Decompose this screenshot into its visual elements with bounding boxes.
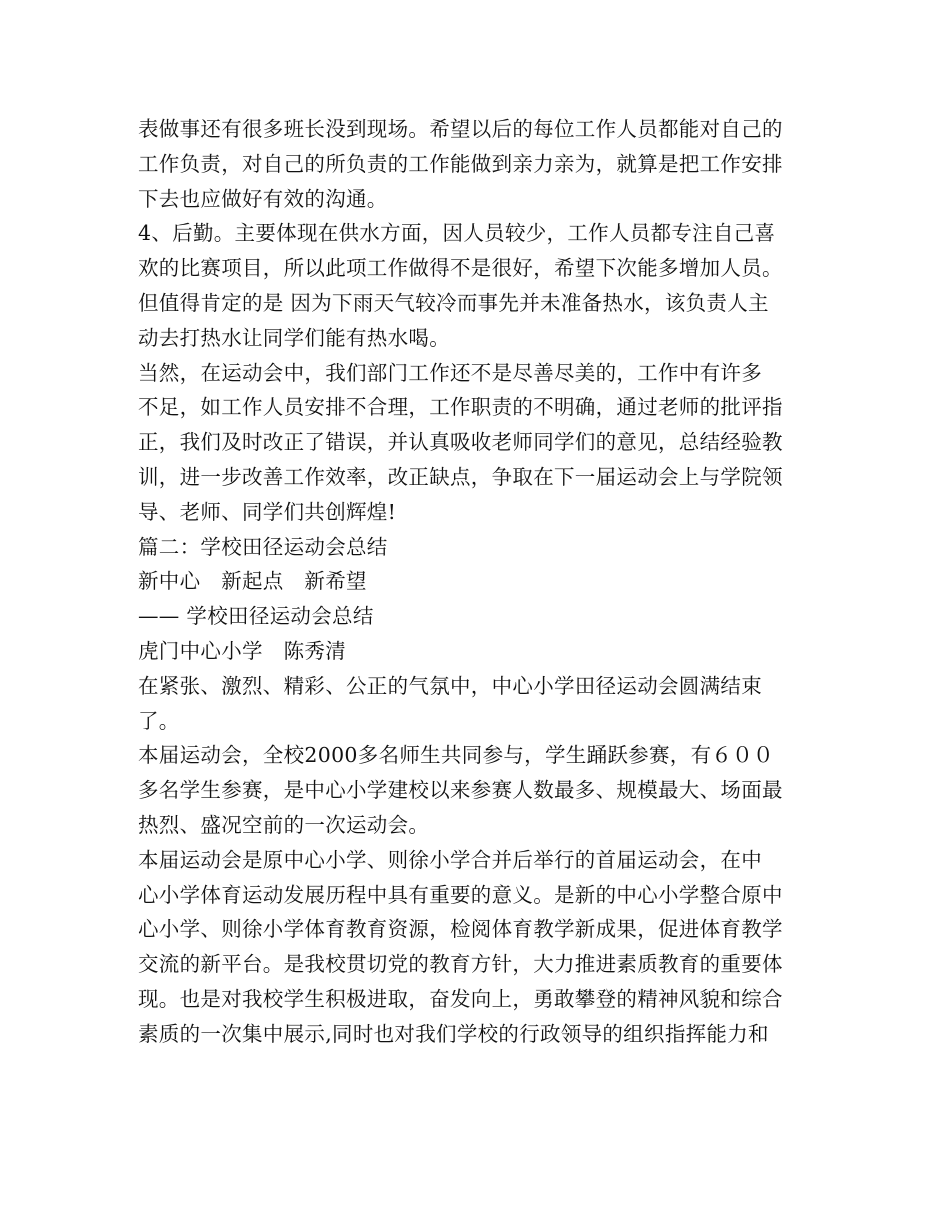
text-line: 心小学、则徐小学体育教育资源，检阅体育教学新成果，促进体育教学: [138, 917, 783, 942]
paragraph-start: 本届运动会是原中心小学、则徐小学合并后举行的首届运动会，在中: [138, 847, 762, 872]
text-line: 正，我们及时改正了错误，并认真吸收老师同学们的意见，总结经验教: [138, 430, 783, 455]
text-line: 工作负责，对自己的所负责的工作能做到亲力亲为，就算是把工作安排: [138, 151, 783, 176]
text-line: 了。: [138, 708, 180, 733]
text-line: 训，进一步改善工作效率，改正缺点，争取在下一届运动会上与学院领: [138, 464, 783, 489]
text-line: 但值得肯定的是 因为下雨天气较冷而事先并未准备热水，该负责人主: [138, 290, 769, 315]
author-line: 虎门中心小学 陈秀清: [138, 638, 346, 663]
article-title: —— 学校田径运动会总结: [138, 604, 374, 629]
paragraph-start: 当然，在运动会中，我们部门工作还不是尽善尽美的，工作中有许多: [138, 360, 762, 385]
text-line: 表做事还有很多班长没到现场。希望以后的每位工作人员都能对自己的: [138, 117, 783, 141]
text-line: 多名学生参赛，是中心小学建校以来参赛人数最多、规模最大、场面最: [138, 778, 783, 803]
text-line: 导、老师、同学们共创辉煌!: [138, 499, 397, 524]
document-body: [138, 112, 814, 1052]
text-line: 素质的一次集中展示,同时也对我们学校的行政领导的组织指挥能力和: [138, 1021, 769, 1046]
text-line: 不足，如工作人员安排不合理，工作职责的不明确，通过老师的批评指: [138, 395, 783, 420]
paragraph-start: 本届运动会，全校2000多名师生共同参与，学生踊跃参赛，有６００: [138, 743, 774, 768]
paragraph-start: 在紧张、激烈、精彩、公正的气氛中，中心小学田径运动会圆满结束: [138, 673, 762, 698]
text-line: 热烈、盛况空前的一次运动会。: [138, 812, 430, 837]
text-line: 现。也是对我校学生积极进取，奋发向上，勇敢攀登的精神风貌和综合: [138, 986, 783, 1011]
text-line: 心小学体育运动发展历程中具有重要的意义。是新的中心小学整合原中: [138, 882, 783, 907]
text-line: 动去打热水让同学们能有热水喝。: [138, 325, 450, 350]
text-line: 下去也应做好有效的沟通。: [138, 186, 388, 211]
section-item-logistics: 4、后勤。主要体现在供水方面，因人员较少，工作人员都专注自己喜: [138, 221, 776, 246]
section-heading: 篇二：学校田径运动会总结: [138, 534, 388, 559]
text-line: 欢的比赛项目，所以此项工作做得不是很好，希望下次能多增加人员。: [138, 256, 783, 281]
article-subtitle: 新中心 新起点 新希望: [138, 569, 367, 594]
text-line: 交流的新平台。是我校贯切党的教育方针，大力推进素质教育的重要体: [138, 952, 783, 977]
